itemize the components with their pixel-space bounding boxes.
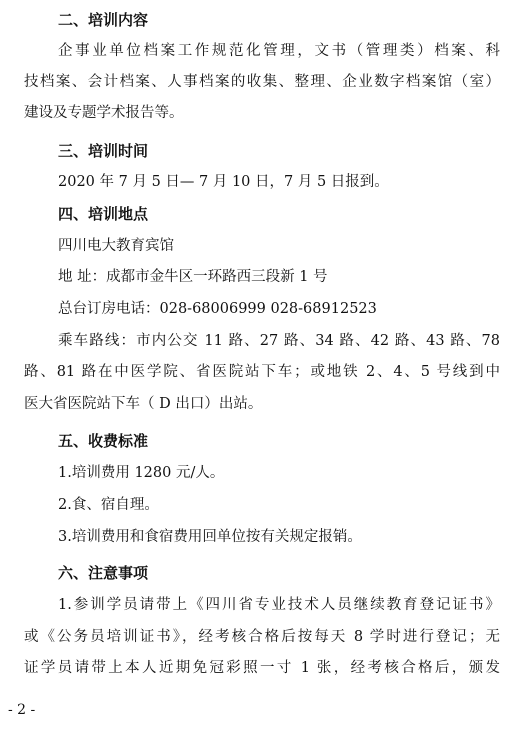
paragraph-line: 四川电大教育宾馆 bbox=[58, 238, 174, 254]
paragraph-line: 1.参训学员请带上《四川省专业技术人员继续教育登记证书》 bbox=[58, 597, 500, 613]
paragraph-line: 医大省医院站下车（ D 出口）出站。 bbox=[24, 396, 263, 412]
section-heading-training-location: 四、培训地点 bbox=[58, 205, 149, 223]
paragraph-line: 技档案、会计档案、人事档案的收集、整理、企业数字档案馆（室） bbox=[24, 74, 500, 90]
paragraph-line: 证学员请带上本人近期免冠彩照一寸 1 张，经考核合格后，颁发 bbox=[24, 660, 500, 676]
list-item: 1.培训费用 1280 元/人。 bbox=[58, 465, 225, 481]
paragraph-line: 或《公务员培训证书》，经考核合格后按每天 8 学时进行登记；无 bbox=[24, 629, 500, 645]
list-item: 2.食、宿自理。 bbox=[58, 497, 159, 513]
paragraph-line: 建设及专题学术报告等。 bbox=[24, 105, 184, 121]
page-number: - 2 - bbox=[8, 702, 36, 718]
paragraph-line: 企事业单位档案工作规范化管理，文书（管理类）档案、科 bbox=[58, 43, 500, 59]
section-heading-notes: 六、注意事项 bbox=[58, 564, 149, 582]
phone-line: 总台订房电话：028-68006999 028-68912523 bbox=[58, 301, 377, 317]
list-item: 3.培训费用和食宿费用回单位按有关规定报销。 bbox=[58, 529, 362, 545]
section-heading-training-time: 三、培训时间 bbox=[58, 142, 149, 160]
section-heading-fees: 五、收费标准 bbox=[58, 432, 149, 450]
paragraph-line: 乘车路线：市内公交 11 路、27 路、34 路、42 路、43 路、78 bbox=[58, 333, 500, 349]
paragraph-line: 路、81 路在中医学院、省医院站下车；或地铁 2、4、5 号线到中 bbox=[24, 364, 500, 380]
section-heading-training-content: 二、培训内容 bbox=[58, 11, 149, 29]
paragraph-line: 2020 年 7 月 5 日— 7 月 10 日，7 月 5 日报到。 bbox=[58, 174, 389, 190]
address-line: 地 址：成都市金牛区一环路西三段新 1 号 bbox=[58, 269, 328, 285]
